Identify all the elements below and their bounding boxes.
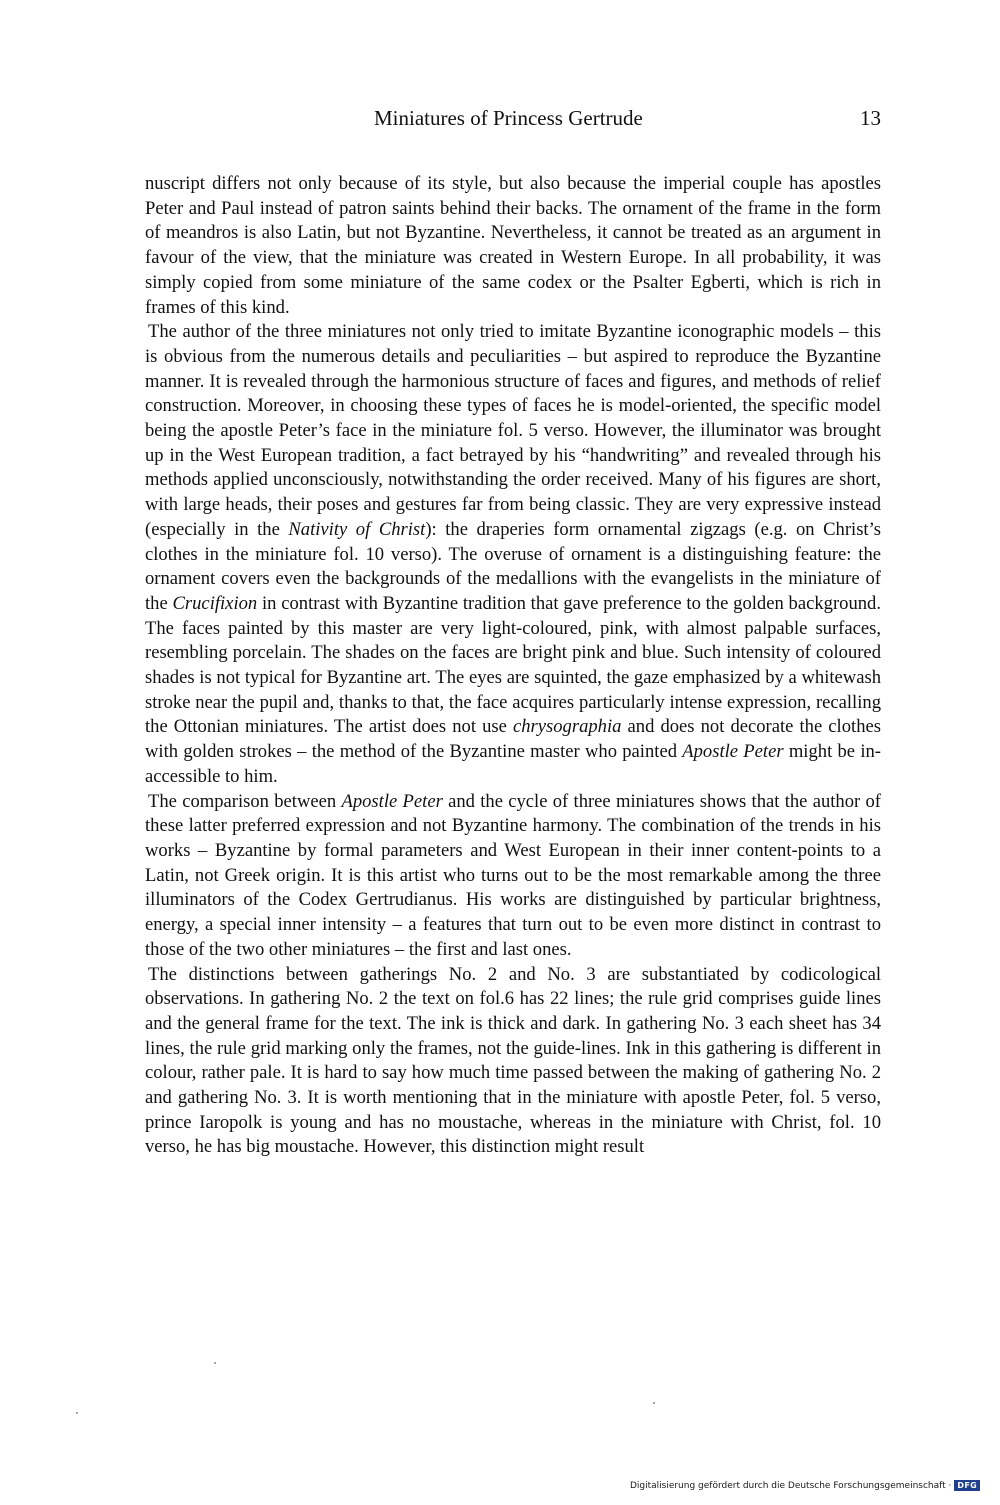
italic-title: chrysographia: [512, 716, 622, 738]
scan-speck: [214, 1362, 216, 1364]
scan-speck: [76, 1412, 78, 1414]
italic-title: Nativity of Christ: [288, 518, 426, 540]
italic-title: Apostle Peter: [341, 790, 443, 812]
text-run: The comparison between: [148, 790, 342, 812]
text-run: and the cycle of three miniatures shows that the author of these latter preferred expression and not Byzantine harmony. The combination of the trends in his works – Byzantine by formal parameters and West European in their inner content-points to a Latin, not Greek origin. It is this artist who turns out to be the most remarkable among the three illuminators of the Codex Gertrudianus. His works are distinguished by particular brightness, energy, a special inner intensity – a features that turn out to be even more distinct in contrast to those of the two other miniatures – the first and last ones.: [145, 790, 881, 960]
running-head: [145, 106, 881, 136]
text-run: might be inaccessible to him.: [145, 741, 881, 787]
credit-text: Digitalisierung gefördert durch die Deutsche Forschungsgemeinschaft ·: [629, 1480, 952, 1491]
dfg-logo: DFG: [954, 1480, 980, 1491]
scan-speck: [653, 1402, 655, 1404]
paragraph-3: [145, 790, 881, 963]
paragraph-2: [145, 320, 881, 789]
page-number: 13: [860, 106, 881, 130]
paragraph-1: [145, 172, 881, 320]
body-text: [145, 172, 881, 1160]
italic-title: Apostle Peter: [682, 741, 784, 763]
text-run: The author of the three miniatures not only tried to imitate Byzantine iconographic models – this is obvious from the numerous details and peculiarities – but aspired to reproduce the Byzantine manner. It is revealed through the harmonious structure of faces and figures, and methods of relief construction. Moreover, in choosing these types of faces he is model-oriented, the specific model being the apostle Peter’s face in the miniature fol. 5 verso. However, the illuminator was brought up in the West European tradition, a fact betrayed by his “handwriting” and revealed through his methods applied unconsciously, notwithstanding the order received. Many of his figures are short, with large heads, their poses and gestures far from being classic. They are very expressive instead (especially in the: [145, 321, 881, 540]
text-run: nuscript differs not only because of its style, but also because the imperial couple has apostles Peter and Paul instead of patron saints behind their backs. The ornament of the frame in the form of meandros is also Latin, but not Byzantine. Nevertheless, it cannot be treated as an argument in favour of the view, that the miniature was created in Western Europe. In all probability, it was simply copied from some miniature of the same codex or the Psalter Egberti, which is rich in frames of this kind.: [145, 173, 881, 318]
text-run: and does not decorate the clothes with golden strokes – the method of the Byzantine master who painted: [145, 716, 881, 763]
paragraph-4: [145, 963, 881, 1161]
text-run: The distinctions between gatherings No. 2 and No. 3 are substantiated by codicological observations. In gathering No. 2 the text on fol.6 has 22 lines; the rule grid comprises guide lines and the general frame for the text. The ink is thick and dark. In gathering No. 3 each sheet has 34 lines, the rule grid marking only the frames, not the guide-lines. Ink in this gathering is different in colour, rather pale. It is hard to say how much time passed between the making of gathering No. 2 and gathering No. 3. It is worth mentioning that in the miniature with apostle Peter, fol. 5 verso, prince Iaropolk is young and has no moustache, whereas in the miniature with Christ, fol. 10 verso, he has big moustache. However, this distinction might result: [145, 963, 881, 1158]
digitization-credit: [630, 1480, 980, 1491]
text-run: ): the draperies form ornamental zigzags (e.g. on Christ’s clothes in the miniature fol. 10 verso). The overuse of ornament is a distinguishing feature: the ornament covers even the backgrounds of the medallions with the evangelists in the miniature of the: [145, 518, 881, 614]
text-run: in contrast with Byzantine tradition that gave preference to the golden background. The faces painted by this master are very light-coloured, pink, with almost palpable surfaces, resembling porcelain. The shades on the faces are bright pink and blue. Such intensity of coloured shades is not typical for Byzantine art. The eyes are squinted, the gaze emphasized by a whitewash stroke near the pupil and, thanks to that, the face acquires particularly intense expression, recalling the Ottonian miniatures. The artist does not use: [145, 592, 881, 738]
italic-title: Crucifixion: [172, 592, 258, 614]
running-title: Miniatures of Princess Gertrude: [374, 106, 643, 130]
